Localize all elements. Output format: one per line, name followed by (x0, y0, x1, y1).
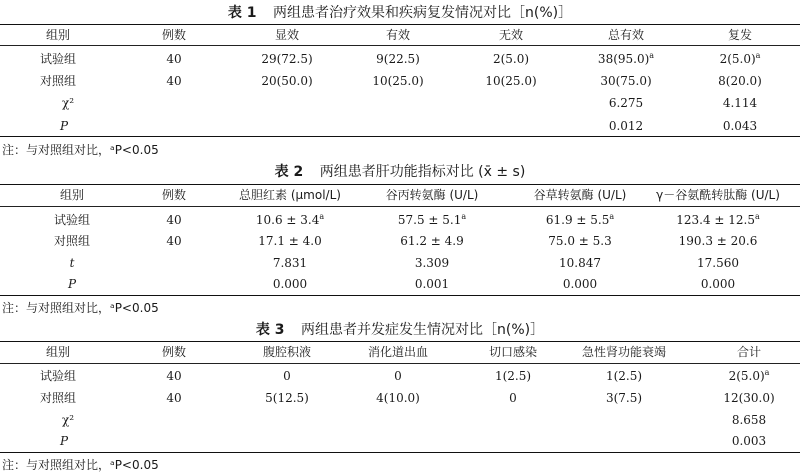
table2-cell (676, 212, 760, 228)
table1-cell: 40 (166, 52, 182, 66)
table3-cell: 40 (166, 369, 182, 383)
table1-cell: 10(25.0) (372, 74, 424, 88)
table2-cell (546, 212, 614, 228)
table3-row-label: 试验组 (39, 369, 77, 383)
table1-cell: 6.275 (608, 96, 644, 110)
table2-cell-value: 10.6 ± 3.4 (255, 213, 320, 227)
table3-cell: 1(2.5) (605, 369, 643, 383)
table3-cell: 8.658 (731, 413, 767, 427)
table3-row-label: 对照组 (39, 391, 77, 405)
table1-cell: 30(75.0) (600, 74, 652, 88)
table1-stat-label (60, 118, 68, 134)
table2-header-rule (0, 206, 800, 207)
table3-cell-value: 2(5.0) (728, 369, 765, 383)
table1-header-ineffective: 无效 (498, 28, 524, 42)
table2-cell: 3.309 (414, 256, 450, 270)
table3-cell: 0.003 (731, 434, 767, 448)
table1-row-label: 试验组 (39, 52, 77, 66)
table1-header-effective: 有效 (385, 28, 411, 42)
table3-cell (729, 368, 770, 384)
table3-bottom-rule (0, 452, 800, 453)
table2-top-rule (0, 184, 800, 185)
table1-header-total: 总有效 (607, 28, 645, 42)
table3-header-n: 例数 (161, 345, 187, 359)
table2-header-tbil: 总胆红素 (μmol/L) (239, 188, 341, 202)
table2-cell: 0.000 (272, 277, 308, 291)
table1-top-rule (0, 24, 800, 25)
table1-stat-label: χ² (61, 96, 75, 110)
significance-mark: a (319, 212, 325, 221)
table3-caption: 两组患者并发症发生情况对比［n(%)］ (300, 322, 545, 338)
significance-mark: a (609, 212, 615, 221)
table3-cell: 5(12.5) (265, 391, 309, 405)
table1-cell-value: 38(95.0) (597, 52, 650, 66)
table3-cell: 0 (509, 391, 517, 405)
table3-cell: 1(2.5) (494, 369, 532, 383)
table3-number: 表 3 (255, 322, 285, 338)
p-label: P (59, 434, 69, 448)
table2-cell: 61.2 ± 4.9 (400, 234, 464, 248)
table2-cell (398, 212, 466, 228)
table2-cell (256, 212, 324, 228)
table2-cell: 17.1 ± 4.0 (258, 234, 322, 248)
table1-cell: 0.043 (722, 119, 758, 133)
table2-cell-value: 61.9 ± 5.5 (545, 213, 610, 227)
table1-cell: 0.012 (608, 119, 644, 133)
table2-header-group: 组别 (59, 188, 85, 202)
table1-cell: 2(5.0) (492, 52, 530, 66)
table2-cell: 7.831 (272, 256, 308, 270)
table3-header-total: 合计 (736, 345, 762, 359)
table2-cell: 10.847 (559, 256, 601, 270)
significance-mark: a (754, 212, 760, 221)
table3-header-ascites: 腹腔积液 (262, 345, 312, 359)
table3-stat-label: χ² (61, 413, 75, 427)
table2-cell: 190.3 ± 20.6 (678, 234, 758, 248)
t-label: t (69, 256, 75, 270)
p-label: P (67, 277, 77, 291)
table3-note: 注：与对照组对比，ᵃP<0.05 (2, 458, 159, 472)
table2-cell: 0.000 (562, 277, 598, 291)
table1-cell (598, 51, 654, 67)
table3-cell: 40 (166, 391, 182, 405)
table1-cell: 40 (166, 74, 182, 88)
table1-cell: 29(72.5) (261, 52, 313, 66)
table2-stat-label (68, 276, 76, 292)
table1-header-n: 例数 (161, 28, 187, 42)
table3-cell: 3(7.5) (605, 391, 643, 405)
table3-header-group: 组别 (45, 345, 71, 359)
table1-cell: 4.114 (722, 96, 758, 110)
table2-number: 表 2 (274, 164, 304, 180)
table2-cell: 40 (166, 213, 182, 227)
table1-header-group: 组别 (45, 28, 71, 42)
table1-cell: 9(22.5) (376, 52, 420, 66)
table2-row-label: 对照组 (53, 234, 91, 248)
table2-title (0, 161, 800, 181)
table2-stat-label (70, 255, 75, 271)
table2-note: 注：与对照组对比，ᵃP<0.05 (2, 301, 159, 315)
table1-number: 表 1 (227, 5, 257, 21)
table2-cell: 40 (166, 234, 182, 248)
significance-mark: a (461, 212, 467, 221)
table3-cell: 12(30.0) (723, 391, 775, 405)
significance-mark: a (755, 51, 761, 60)
table1-caption: 两组患者治疗效果和疾病复发情况对比［n(%)］ (272, 5, 573, 21)
table2-header-alt: 谷丙转氨酶 (U/L) (385, 188, 479, 202)
table2-cell-value: 57.5 ± 5.1 (397, 213, 462, 227)
table3-header-rule (0, 363, 800, 364)
significance-mark: a (649, 51, 655, 60)
table1-cell-value: 2(5.0) (719, 52, 756, 66)
table3-cell: 0 (283, 369, 291, 383)
table1-cell: 10(25.0) (485, 74, 537, 88)
table3-title (0, 319, 800, 339)
table3-header-incision: 切口感染 (488, 345, 538, 359)
table1-bottom-rule (0, 136, 800, 137)
table2-bottom-rule (0, 295, 800, 296)
table2-caption: 两组患者肝功能指标对比 (x̄ ± s) (319, 164, 526, 180)
table1-note: 注：与对照组对比，ᵃP<0.05 (2, 143, 159, 157)
p-label: P (59, 119, 69, 133)
table2-cell-value: 123.4 ± 12.5 (676, 213, 755, 227)
table3-top-rule (0, 341, 800, 342)
table1-cell: 20(50.0) (261, 74, 313, 88)
table3-cell: 4(10.0) (376, 391, 420, 405)
table1-title (0, 2, 800, 22)
table1-cell: 8(20.0) (718, 74, 762, 88)
table1-row-label: 对照组 (39, 74, 77, 88)
table1-cell (720, 51, 761, 67)
significance-mark: a (764, 368, 770, 377)
table2-cell: 0.000 (700, 277, 736, 291)
table3-stat-label (60, 433, 68, 449)
table1-header-rule (0, 45, 800, 46)
table1-header-marked: 显效 (274, 28, 300, 42)
table2-header-ast: 谷草转氨酶 (U/L) (533, 188, 627, 202)
table3-header-aki: 急性肾功能衰竭 (581, 345, 667, 359)
table2-header-n: 例数 (161, 188, 187, 202)
table2-cell: 0.001 (414, 277, 450, 291)
table2-header-ggt: γ－谷氨酰转肽酶 (U/L) (656, 188, 780, 202)
table1-header-relapse: 复发 (727, 28, 753, 42)
table2-cell: 75.0 ± 5.3 (548, 234, 612, 248)
table3-header-gi-bleeding: 消化道出血 (367, 345, 429, 359)
table2-row-label: 试验组 (53, 213, 91, 227)
table2-cell: 17.560 (697, 256, 739, 270)
table3-cell: 0 (394, 369, 402, 383)
